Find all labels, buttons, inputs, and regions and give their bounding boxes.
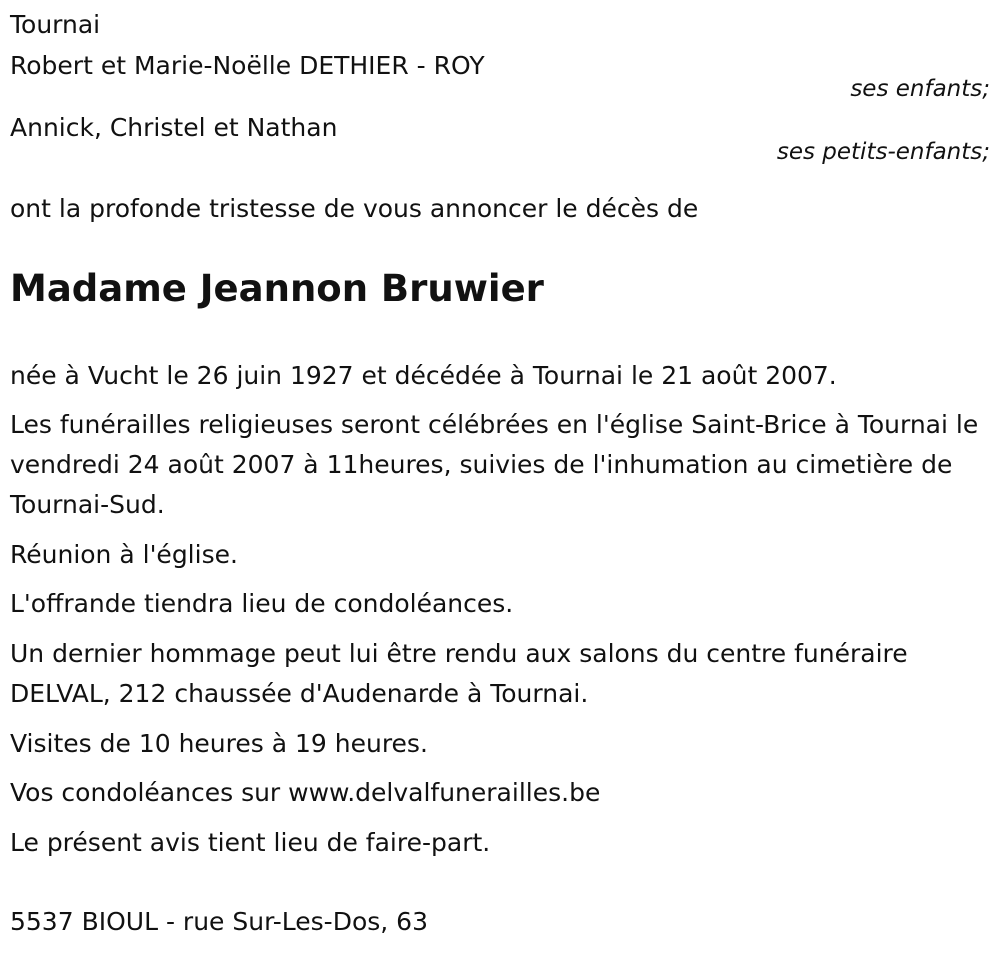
offering-line: L'offrande tiendra lieu de condoléances.	[10, 589, 514, 618]
meeting-line: Réunion à l'église.	[10, 540, 238, 569]
children-role: ses enfants;	[850, 76, 990, 102]
notice-statement: Le présent avis tient lieu de faire-part.	[10, 828, 491, 857]
funeral-details: Les funérailles religieuses seront célébrées en l'église Saint-Brice à Tournai le vendredi 24 août 2007 à 11heures, suivies de l'inhumation au cimetière de Tournai-Sud.	[10, 410, 979, 519]
birth-death-line: née à Vucht le 26 juin 1927 et décédée à Tournai le 21 août 2007.	[10, 361, 837, 390]
grandchildren-role: ses petits-enfants;	[776, 139, 990, 165]
grandchildren-names: Annick, Christel et Nathan	[10, 113, 338, 142]
children-names: Robert et Marie-Noëlle DETHIER - ROY	[10, 51, 485, 80]
address-line: 5537 BIOUL - rue Sur-Les-Dos, 63	[10, 907, 428, 936]
condolences-website: Vos condoléances sur www.delvalfunerailles.be	[10, 778, 601, 807]
visiting-hours: Visites de 10 heures à 19 heures.	[10, 729, 428, 758]
city-line: Tournai	[10, 10, 101, 39]
announcement-text: ont la profonde tristesse de vous annoncer le décès de	[10, 194, 699, 223]
tribute-details: Un dernier hommage peut lui être rendu aux salons du centre funéraire DELVAL, 212 chaussée d'Audenarde à Tournai.	[10, 639, 908, 708]
deceased-name: Madame Jeannon Bruwier	[10, 267, 544, 310]
